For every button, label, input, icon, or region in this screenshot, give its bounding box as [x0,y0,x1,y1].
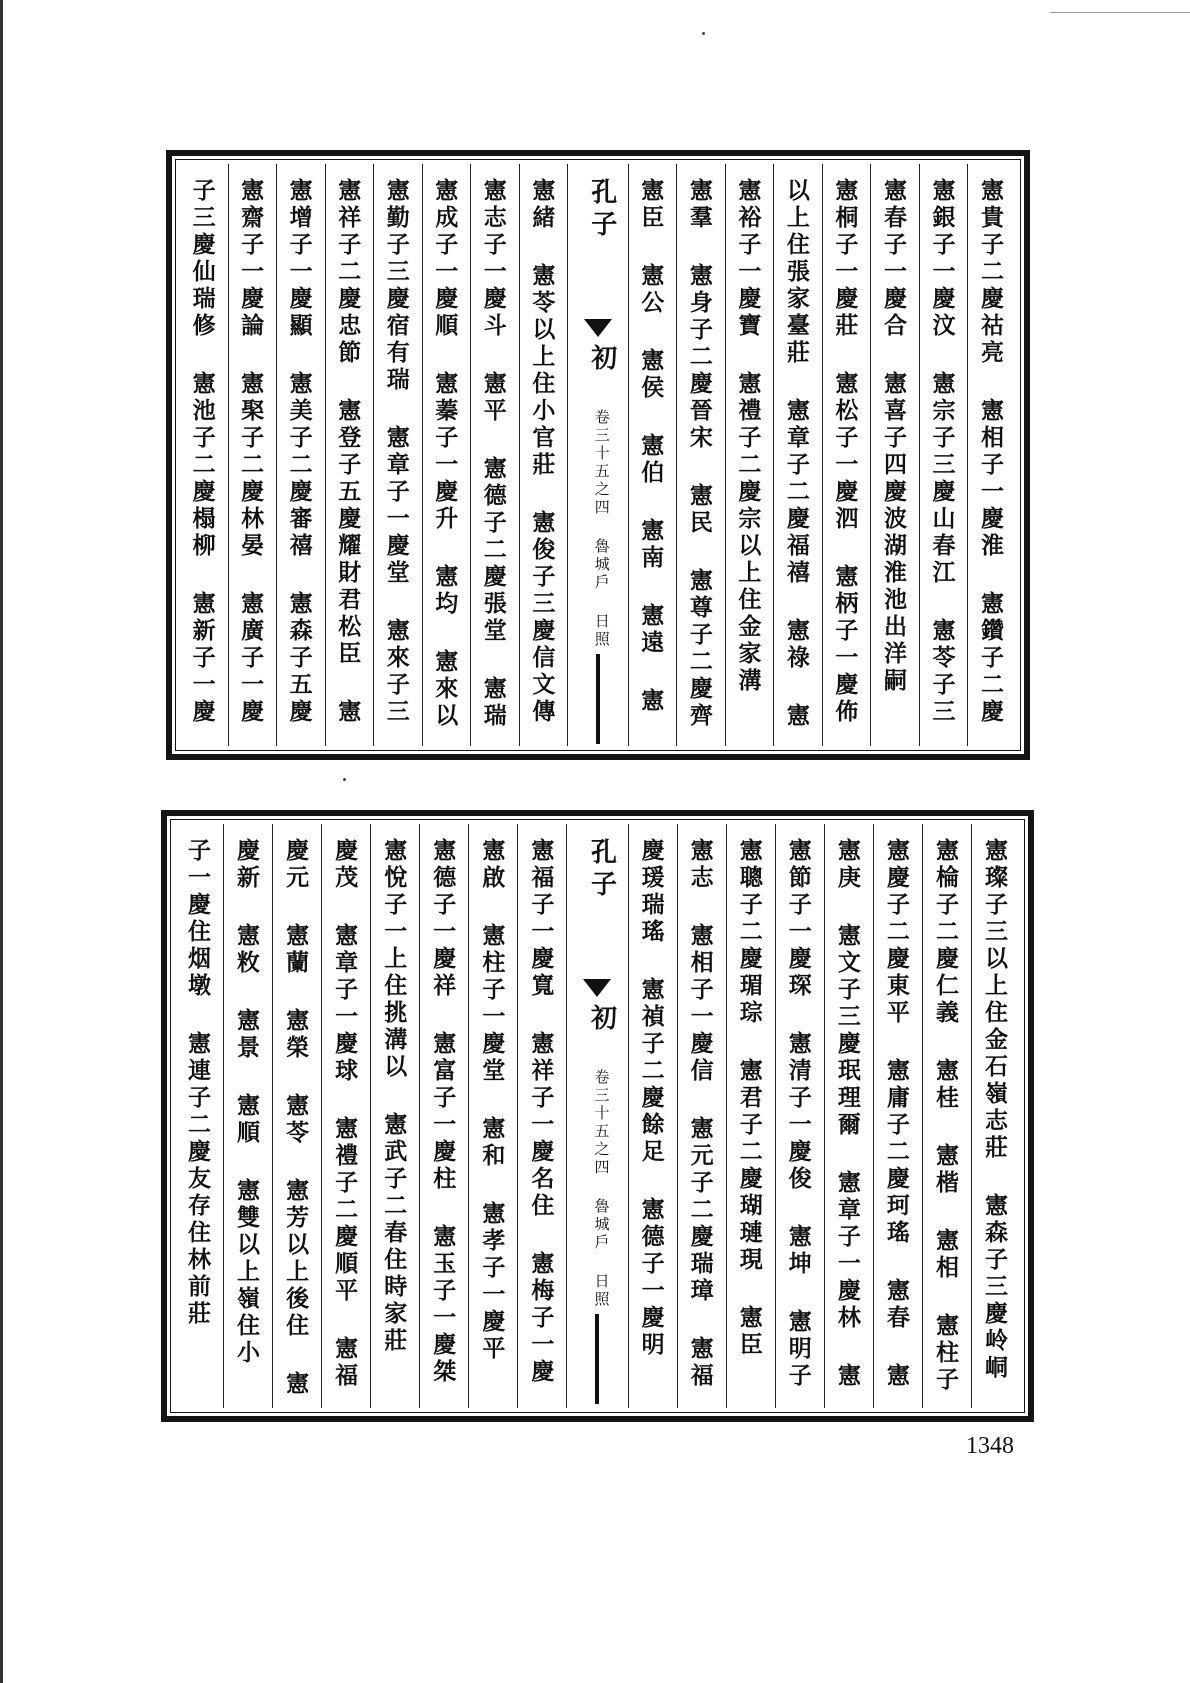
genealogy-column [824,824,873,1408]
column-text: 憲慶子二慶東平 憲庸子二慶珂瑤 憲春 憲 [882,838,910,1390]
column-text: 憲勤子三慶宿有瑞 憲章子一慶堂 憲來子三 [382,178,410,726]
book-title: 孔子 [586,838,617,902]
column-text: 憲銀子一慶汶 憲宗子三慶山春江 憲苓子三 [928,178,956,726]
column-text: 慶瑗瑞瑤 憲禎子二慶餘足 憲德子一慶明 [637,838,665,1359]
spine-bar [595,1314,599,1404]
column-text: 憲庚 憲文子三慶珉理爾 憲章子一慶林 憲 [833,838,861,1390]
column-text: 憲羣 憲身子二慶晉宋 憲民 憲尊子二慶齊 [685,178,713,730]
column-text: 憲貴子二慶祜亮 憲相子一慶淮 憲鑽子二慶 [977,178,1004,726]
volume-label: 初 [586,344,617,376]
genealogy-column [468,824,517,1408]
fishtail-mark [583,979,611,997]
column-text: 憲福子一慶寬 憲祥子一慶名住 憲梅子一慶 [527,838,555,1386]
column-text: 以上住張家臺莊 憲章子二慶福禧 憲祿 憲 [782,178,810,730]
genealogy-column [628,824,677,1408]
genealogy-page-bottom [161,810,1034,1422]
genealogy-column [628,164,677,746]
column-text: 憲齋子一慶論 憲棸子二慶林晏 憲廣子一慶 [237,178,265,726]
page-number: 1348 [966,1433,1014,1459]
genealogy-column [180,164,228,746]
speck [343,778,346,781]
genealogy-column [321,824,370,1408]
column-text: 憲德子一慶祥 憲富子一慶柱 憲玉子一慶桀 [429,838,457,1386]
genealogy-column [223,824,272,1408]
book-title: 孔子 [586,178,617,242]
column-text: 慶新 憲敉 憲景 憲順 憲雙以上嶺住小 [233,838,261,1367]
column-text: 慶元 憲蘭 憲榮 憲苓 憲芳以上後住 憲 [282,838,310,1398]
genealogy-column [726,824,775,1408]
column-text: 憲棆子二慶仁義 憲桂 憲楷 憲相 憲柱子 [931,838,959,1394]
column-text: 憲節子一慶琛 憲清子一慶俊 憲坤 憲明子 [784,838,812,1390]
columns-top [180,164,1016,746]
fishtail-mark [584,319,612,337]
column-text: 憲增子一慶顯 憲美子二慶審禧 憲森子五慶 [285,178,313,726]
genealogy-column [677,824,726,1408]
genealogy-column [725,164,774,746]
spine-bar [596,654,600,744]
volume-label: 初 [586,1004,617,1036]
chapter-subtitle: 卷三十五之四 魯城戶 日照 [592,409,611,649]
speck [702,32,705,35]
genealogy-column [519,164,568,746]
genealogy-column [325,164,374,746]
genealogy-column [272,824,321,1408]
center-spine-column [566,824,627,1408]
center-spine-column [567,164,627,746]
binding-edge-line [0,0,3,1683]
column-text: 憲臣 憲公 憲侯 憲伯 憲南 憲遠 憲 [637,178,665,715]
genealogy-column [175,824,223,1408]
column-text: 憲璨子三以上住金石嶺志莊 憲森子三慶岭峒 [981,838,1008,1382]
genealogy-column [822,164,871,746]
genealogy-column [922,824,971,1408]
genealogy-column [773,164,822,746]
genealogy-column [971,824,1020,1408]
column-text: 子一慶住烟墩 憲連子二慶友存住林前莊 [183,838,211,1328]
column-text: 憲祥子二慶忠節 憲登子五慶耀財君松臣 憲 [334,178,362,726]
genealogy-column [873,824,922,1408]
genealogy-column [470,164,519,746]
column-text: 憲春子一慶合 憲喜子四慶波湖淮池出洋嗣 [879,178,907,695]
column-text: 憲啟 憲柱子一慶堂 憲和 憲孝子一慶平 [478,838,506,1363]
genealogy-column [676,164,725,746]
genealogy-column [370,824,419,1408]
genealogy-column [870,164,919,746]
genealogy-column [517,824,566,1408]
column-text: 憲悅子一上住挑溝以 憲武子二春住時家莊 [380,838,408,1355]
genealogy-column [228,164,277,746]
genealogy-column [276,164,325,746]
column-text: 憲緒 憲苓以上住小官莊 憲俊子三慶信文傳 [528,178,556,726]
column-text: 憲志子一慶斗 憲平 憲德子二慶張堂 憲瑞 [479,178,507,730]
genealogy-column [373,164,422,746]
column-text: 憲聰子二慶瑂琮 憲君子二慶瑚璉現 憲臣 [735,838,763,1359]
column-text: 憲裕子一慶寶 憲禮子二慶宗以上住金家溝 [734,178,762,695]
columns-bottom [175,824,1020,1408]
genealogy-page-top [166,150,1030,760]
genealogy-column [775,824,824,1408]
column-text: 子三慶仙瑞修 憲池子二慶榻柳 憲新子一慶 [188,178,216,726]
column-text: 憲桐子一慶莊 憲松子一慶泗 憲柄子一慶佈 [831,178,859,726]
genealogy-column [419,824,468,1408]
genealogy-column [967,164,1016,746]
column-text: 憲成子一慶順 憲蓁子一慶升 憲均 憲來以 [431,178,459,730]
column-text: 慶茂 憲章子一慶球 憲禮子二慶順平 憲福 [331,838,359,1390]
genealogy-column [422,164,471,746]
column-text: 憲志 憲相子一慶信 憲元子二慶瑞璋 憲福 [686,838,714,1390]
genealogy-column [919,164,968,746]
top-edge-mark [1050,12,1190,13]
chapter-subtitle: 卷三十五之四 魯城戶 日照 [592,1069,611,1309]
